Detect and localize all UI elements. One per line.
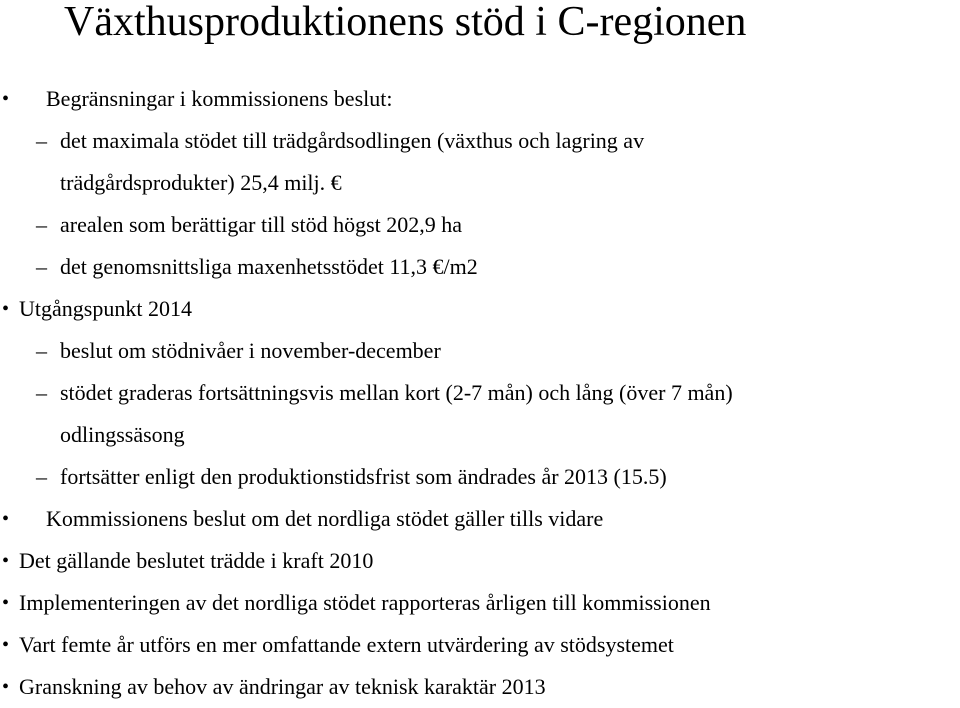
dash-icon: – xyxy=(36,380,47,405)
bullet-review: Granskning av behov av ändringar av teknisk karaktär 2013 xyxy=(19,674,546,699)
sub-item-decision: beslut om stödnivåer i november-december xyxy=(60,338,441,363)
dash-icon: – xyxy=(36,338,47,363)
bullet-icon: • xyxy=(2,88,10,110)
sub-item-area: arealen som berättigar till stöd högst 202,9 ha xyxy=(60,212,463,237)
bullet-commission-decision: Kommissionens beslut om det nordliga stödet gäller tills vidare xyxy=(46,506,604,531)
sub-item-unit-support: det genomsnittsliga maxenhetsstödet 11,3 €/m2 xyxy=(60,254,478,279)
bullet-icon: • xyxy=(2,592,10,614)
bullet-implementation: Implementeringen av det nordliga stödet rapporteras årligen till kommissionen xyxy=(19,590,711,615)
slide-title: Växthusproduktionens stöd i C-regionen xyxy=(64,0,747,45)
bullet-icon: • xyxy=(2,634,10,656)
sub-item-continues: fortsätter enligt den produktionstidsfrist som ändrades år 2013 (15.5) xyxy=(60,464,667,489)
bullet-icon: • xyxy=(2,550,10,572)
dash-icon: – xyxy=(36,254,47,279)
dash-icon: – xyxy=(36,128,47,153)
dash-icon: – xyxy=(36,464,47,489)
bullet-icon: • xyxy=(2,676,10,698)
bullet-restrictions: Begränsningar i kommissionens beslut: xyxy=(46,86,393,111)
dash-icon: – xyxy=(36,212,47,237)
bullet-icon: • xyxy=(2,298,10,320)
sub-item-graded-continued: odlingssäsong xyxy=(60,422,185,447)
bullet-icon: • xyxy=(2,508,10,530)
sub-item-max-support: det maximala stödet till trädgårdsodlingen (växthus och lagring av xyxy=(60,128,645,153)
bullet-current-decision: Det gällande beslutet trädde i kraft 2010 xyxy=(19,548,374,573)
sub-item-graded: stödet graderas fortsättningsvis mellan kort (2-7 mån) och lång (över 7 mån) xyxy=(60,380,733,405)
bullet-starting-point: Utgångspunkt 2014 xyxy=(19,296,192,321)
sub-item-max-support-continued: trädgårdsprodukter) 25,4 milj. € xyxy=(60,170,342,195)
bullet-evaluation: Vart femte år utförs en mer omfattande extern utvärdering av stödsystemet xyxy=(19,632,674,657)
